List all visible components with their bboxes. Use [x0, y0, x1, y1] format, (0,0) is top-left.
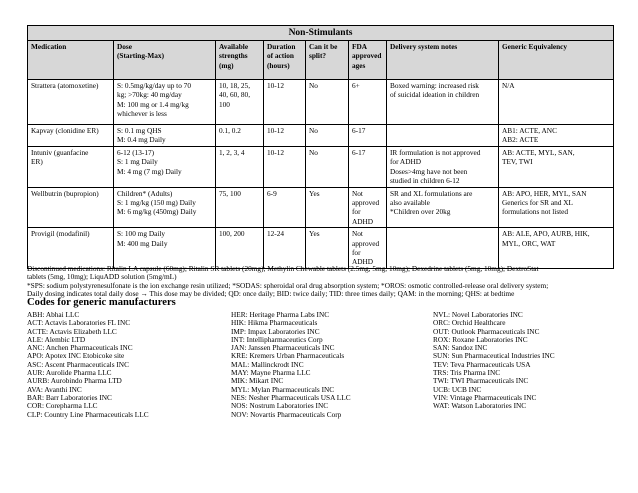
manufacturer-code: MAY: Mayne Pharma LLC	[231, 368, 311, 378]
header-cell	[499, 41, 614, 80]
manufacturer-code: UCB: UCB INC	[433, 384, 482, 394]
cell-line: 6-9	[267, 188, 277, 198]
cell-generic	[499, 125, 614, 147]
manufacturer-code: ORC: Orchid Healthcare	[433, 318, 506, 328]
cell-line: S: 0.5mg/kg/day up to 70	[117, 81, 191, 90]
cell-medication	[28, 125, 114, 147]
header-cell	[387, 41, 499, 80]
cell-line: of suicidal ideation in children	[390, 90, 480, 100]
cell-line: 10-12	[267, 81, 285, 90]
cell-duration	[264, 147, 306, 188]
cell-generic	[499, 147, 614, 188]
cell-medication	[28, 80, 114, 125]
cell-strengths	[216, 80, 264, 125]
cell-line: AB1: ACTE, ANC	[502, 126, 557, 135]
cell-line: Available	[219, 42, 249, 51]
cell-line: also available	[390, 198, 430, 208]
cell-line: approved	[352, 51, 382, 61]
manufacturer-code: COR: Corepharma LLC	[27, 401, 98, 411]
cell-line: M: 400 mg Daily	[117, 238, 168, 248]
manufacturer-code: JAN: Janssen Pharmaceuticals INC	[231, 343, 335, 353]
cell-line: for ADHD	[390, 157, 422, 167]
cell-dose	[114, 187, 216, 228]
manufacturer-code: INT: Intellipharmaceutics Corp	[231, 334, 323, 344]
cell-split	[306, 228, 349, 269]
cell-medication	[28, 187, 114, 228]
header-cell	[264, 41, 306, 80]
cell-line: 6-12 (13-17)	[117, 148, 155, 157]
manufacturer-code: MAL: Mallinckrodt INC	[231, 359, 304, 369]
cell-ages	[349, 228, 387, 269]
cell-split	[306, 147, 349, 188]
cell-line: for	[352, 248, 361, 258]
cell-line: IR formulation is not approved	[390, 148, 481, 157]
cell-line: Can it be	[309, 42, 338, 51]
manufacturer-code: NES: Nesher Pharmaceuticals USA LLC	[231, 392, 351, 402]
cell-line: 10-12	[267, 148, 285, 157]
cell-generic	[499, 80, 614, 125]
cell-line: of action	[267, 51, 294, 61]
cell-line	[390, 229, 495, 238]
cell-line: 10, 18, 25,	[219, 81, 251, 90]
cell-line: N/A	[502, 81, 515, 90]
cell-line: Generic Equivalency	[502, 42, 568, 51]
manufacturer-code: KRE: Kremers Urban Pharmaceuticals	[231, 351, 345, 361]
codes-column-3	[433, 311, 555, 411]
cell-duration	[264, 80, 306, 125]
cell-delivery	[387, 187, 499, 228]
cell-delivery	[387, 80, 499, 125]
manufacturer-code: NVL: Novel Laboratories INC	[433, 310, 523, 319]
cell-line: Yes	[309, 229, 320, 239]
cell-strengths	[216, 187, 264, 228]
cell-generic	[499, 187, 614, 228]
cell-line: 6-17	[352, 126, 366, 135]
manufacturer-code: NOS: Nostrum Laboratories INC	[231, 401, 329, 411]
cell-line: 75, 100	[219, 188, 241, 198]
cell-line: strengths	[219, 51, 248, 61]
cell-ages	[349, 80, 387, 125]
cell-line: whichever is less	[117, 109, 167, 119]
cell-line: AB: APO, HER, MYL, SAN	[502, 188, 587, 198]
cell-duration	[264, 125, 306, 147]
header-cell	[306, 41, 349, 80]
manufacturer-code: TEV: Teva Pharmaceuticals USA	[433, 359, 531, 369]
cell-line: Strattera (atomoxetine)	[31, 81, 99, 90]
cell-strengths	[216, 147, 264, 188]
manufacturer-code: APO: Apotex INC Etobicoke site	[27, 351, 125, 361]
dosing-note-text: Daily dosing indicates total daily dose	[27, 289, 141, 299]
cell-line: No	[309, 81, 318, 90]
table-row	[28, 187, 614, 228]
cell-line: Duration	[267, 42, 296, 51]
header-cell	[114, 41, 216, 80]
manufacturer-code: ALE: Alembic LTD	[27, 334, 86, 344]
table-row	[28, 125, 614, 147]
cell-ages	[349, 187, 387, 228]
manufacturer-code: SUN: Sun Pharmaceutical Industries INC	[433, 351, 555, 361]
cell-line: No	[309, 126, 318, 135]
cell-line: M: 0.4 mg Daily	[117, 135, 166, 145]
cell-line: 10-12	[267, 126, 285, 135]
cell-line: S: 100 mg Daily	[117, 229, 166, 239]
cell-line: 1, 2, 3, 4	[219, 148, 245, 157]
header-cell	[216, 41, 264, 80]
arrow-icon: →	[140, 289, 148, 299]
manufacturer-code: ASC: Ascent Pharmaceuticals INC	[27, 359, 129, 369]
cell-split	[306, 80, 349, 125]
cell-line: Yes	[309, 188, 320, 198]
cell-line: S: 1 mg/kg (150 mg) Daily	[117, 198, 196, 208]
cell-line: 0.1, 0.2	[219, 126, 241, 135]
cell-line: 6-17	[352, 148, 366, 157]
cell-ages	[349, 125, 387, 147]
cell-line: Not	[352, 188, 363, 198]
manufacturer-code: HIK: Hikma Pharmaceuticals	[231, 318, 318, 328]
cell-line: ages	[352, 60, 366, 70]
manufacturer-code: TWI: TWI Pharmaceuticals INC	[433, 376, 529, 386]
cell-line: 6+	[352, 81, 360, 90]
cell-line: S: 1 mg Daily	[117, 157, 158, 167]
cell-line: ADHD	[352, 216, 374, 226]
cell-line: FDA	[352, 42, 367, 51]
dosing-note-text-cont: This dose may be divided; QD: once daily; BID: twice daily; TID: three times daily; QAM: in the morning; QHS: at bedtime	[147, 289, 515, 299]
cell-line: S: 0.1 mg QHS	[117, 126, 162, 135]
manufacturer-code: IMP: Impax Laboratories INC	[231, 326, 320, 336]
codes-title: Codes for generic manufacturers	[27, 297, 176, 308]
cell-line: (mg)	[219, 60, 234, 70]
codes-column-1	[27, 311, 149, 419]
header-cell	[28, 41, 114, 80]
cell-line: Dose	[117, 42, 132, 51]
cell-dose	[114, 228, 216, 269]
manufacturer-code: ACTE: Actavis Elizabeth LLC	[27, 326, 117, 336]
cell-line: Kapvay (clonidine ER)	[31, 126, 99, 135]
manufacturer-code: ACT: Actavis Laboratories FL INC	[27, 318, 131, 328]
cell-line: 12-24	[267, 229, 285, 239]
cell-line: TEV, TWI	[502, 157, 533, 167]
manufacturer-code: ROX: Roxane Laboratories INC	[433, 334, 528, 344]
footnotes	[27, 265, 617, 299]
cell-strengths	[216, 228, 264, 269]
cell-strengths	[216, 125, 264, 147]
cell-line: Wellbutrin (bupropion)	[31, 188, 99, 198]
manufacturer-code: ABH: Abhai LLC	[27, 310, 80, 319]
manufacturer-code: VIN: Vintage Pharmaceuticals INC	[433, 392, 537, 402]
manufacturer-code: AUR: Aurolide Pharma LLC	[27, 368, 112, 378]
cell-line: 100, 200	[219, 229, 245, 239]
cell-dose	[114, 147, 216, 188]
table-row	[28, 228, 614, 269]
cell-line: Delivery system notes	[390, 42, 458, 51]
cell-line: MYL, ORC, WAT	[502, 238, 556, 248]
cell-line: (Starting-Max)	[117, 51, 165, 61]
cell-split	[306, 187, 349, 228]
cell-line: Children* (Adults)	[117, 188, 173, 198]
non-stimulants-table	[27, 25, 614, 269]
cell-medication	[28, 147, 114, 188]
table-title: Non-Stimulants	[28, 26, 614, 41]
cell-line: *Children over 20kg	[390, 207, 451, 217]
abbreviations-note: *SPS: sodium polystyrenesulfonate is the ion exchange resin utilized; *SODAS: spheroidal oral drug absorption system; *OROS: osmotic controlled-release oral delivery system;	[27, 280, 549, 290]
cell-duration	[264, 187, 306, 228]
cell-delivery	[387, 147, 499, 188]
cell-line: AB2: ACTE	[502, 135, 539, 145]
cell-dose	[114, 80, 216, 125]
cell-line: Provigil (modafinil)	[31, 229, 90, 239]
cell-line: approved	[352, 198, 380, 208]
cell-generic	[499, 228, 614, 269]
manufacturer-code: WAT: Watson Laboratories INC	[433, 401, 527, 411]
table-row	[28, 80, 614, 125]
cell-line: SR and XL formulations are	[390, 188, 473, 198]
cell-line: Generics for SR and XL	[502, 198, 573, 208]
manufacturer-code: AVA: Avanthi INC	[27, 384, 82, 394]
cell-line: (hours)	[267, 60, 290, 70]
cell-line: 100	[219, 99, 230, 109]
cell-line: AB: ALE, APO, AURB, HIK,	[502, 229, 590, 239]
cell-line: M: 100 mg or 1.4 mg/kg	[117, 99, 189, 109]
cell-line	[390, 126, 495, 135]
cell-line: M: 6 mg/kg (450mg) Daily	[117, 207, 197, 217]
cell-line: M: 4 mg (7 mg) Daily	[117, 166, 182, 176]
discontinued-note: Discontinued medications: Ritalin LA capsule (60mg); Ritalin SR tablets (20mg); Methylin Chewable tablets (2.5mg, 5mg, 10mg); Dexedrine tablets (5mg, 10mg); DextroStat	[27, 264, 539, 273]
cell-line: ER)	[31, 157, 43, 167]
cell-line: formulations not listed	[502, 207, 569, 217]
manufacturer-code: NOV: Novartis Pharmaceuticals Corp	[231, 409, 342, 419]
manufacturer-code: HER: Heritage Pharma Labs INC	[231, 310, 330, 319]
header-cell	[349, 41, 387, 80]
cell-line: 40, 60, 80,	[219, 90, 251, 100]
header-row	[28, 41, 614, 80]
cell-line: kg; >70kg: 40 mg/day	[117, 90, 182, 100]
cell-duration	[264, 228, 306, 269]
table-row	[28, 147, 614, 188]
manufacturer-code: MYL: Mylan Pharmaceuticals INC	[231, 384, 335, 394]
manufacturer-code: TRS: Tris Pharma INC	[433, 368, 501, 378]
cell-delivery	[387, 125, 499, 147]
manufacturer-code: SAN: Sandoz INC	[433, 343, 488, 353]
cell-medication	[28, 228, 114, 269]
cell-split	[306, 125, 349, 147]
codes-column-2	[231, 311, 351, 419]
manufacturer-code: AURB: Aurobindo Pharma LTD	[27, 376, 122, 386]
cell-line: studied in children 6-12	[390, 176, 460, 186]
cell-line: approved	[352, 238, 380, 248]
cell-line: split?	[309, 51, 327, 61]
cell-delivery	[387, 228, 499, 269]
manufacturer-code: CLP: Country Line Pharmaceuticals LLC	[27, 409, 149, 419]
cell-line: AB: ACTE, MYL, SAN,	[502, 148, 575, 157]
discontinued-note-cont: tablets (5mg, 10mg); LiquADD solution (5mg/mL)	[27, 272, 177, 282]
cell-line: Intuniv (guanfacine	[31, 148, 89, 157]
cell-dose	[114, 125, 216, 147]
manufacturer-code: MIK: Mikart INC	[231, 376, 284, 386]
cell-line: ADHD	[352, 257, 374, 267]
cell-line: Not	[352, 229, 363, 239]
manufacturer-code: BAR: Barr Laboratories INC	[27, 392, 112, 402]
cell-line: No	[309, 148, 318, 157]
cell-line: Doses>4mg have not been	[390, 166, 468, 176]
cell-line: Medication	[31, 42, 67, 51]
cell-ages	[349, 147, 387, 188]
cell-line: Boxed warning: increased risk	[390, 81, 479, 90]
manufacturer-code: OUT: Outlook Pharmaceuticals INC	[433, 326, 540, 336]
manufacturer-code: ANC: Anchen Pharmaceuticals INC	[27, 343, 133, 353]
cell-line: for	[352, 207, 361, 217]
